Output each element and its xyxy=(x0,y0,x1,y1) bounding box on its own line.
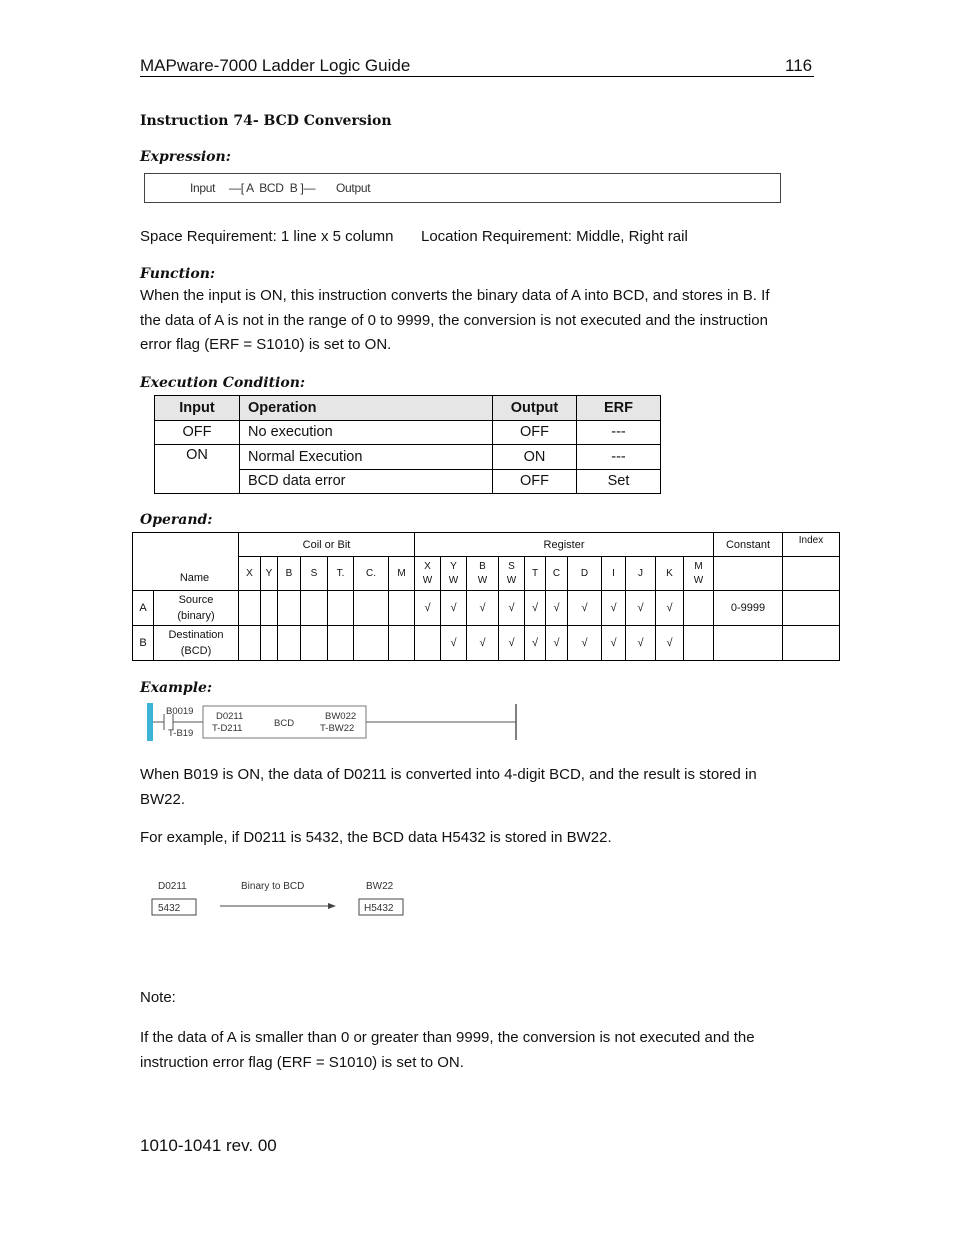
operand-col-top: Y xyxy=(450,560,457,572)
operand-col-bottom: W xyxy=(448,574,459,586)
header-rule xyxy=(140,76,814,77)
destination-tag: T-BW22 xyxy=(320,723,355,734)
function-text xyxy=(140,284,830,358)
operand-group-register: Register xyxy=(415,533,714,557)
location-requirement: Location Requirement: Middle, Right rail xyxy=(421,228,688,245)
operand-col: T xyxy=(525,557,546,591)
operand-row-name xyxy=(154,626,239,661)
operand-col: C xyxy=(546,557,568,591)
operand-col-bottom: W xyxy=(506,574,517,586)
operand-col-empty xyxy=(714,557,783,591)
expression-output: Output xyxy=(336,181,371,195)
ladder-example-diagram xyxy=(147,703,522,741)
exec-header-erf: ERF xyxy=(577,396,661,421)
exec-header-output: Output xyxy=(493,396,577,421)
operand-col: K xyxy=(656,557,684,591)
conversion-source-value: 5432 xyxy=(158,903,181,914)
execution-header-row xyxy=(155,396,661,421)
exec-cell: Set xyxy=(577,469,661,494)
execution-table xyxy=(154,395,661,494)
expression-box xyxy=(144,173,781,203)
operand-check xyxy=(684,626,714,661)
operand-check: √ xyxy=(441,591,467,626)
exec-cell: OFF xyxy=(155,420,240,445)
operand-check: √ xyxy=(546,591,568,626)
page-footer: 1010-1041 rev. 00 xyxy=(140,1136,277,1155)
operand-group-coil: Coil or Bit xyxy=(239,533,415,557)
table-row xyxy=(133,591,840,626)
page-number: 116 xyxy=(785,56,813,75)
example-desc-line-2: BW22. xyxy=(140,790,186,808)
operand-col-top: B xyxy=(479,560,486,572)
operand-col: T. xyxy=(328,557,354,591)
operand-col: I xyxy=(602,557,626,591)
operand-col: B xyxy=(278,557,301,591)
operand-check: √ xyxy=(415,591,441,626)
operand-check: √ xyxy=(626,591,656,626)
table-row xyxy=(155,420,661,445)
left-rail xyxy=(147,703,153,741)
operand-check: √ xyxy=(568,591,602,626)
operand-check: √ xyxy=(602,626,626,661)
source-tag: T-D211 xyxy=(212,723,243,734)
operand-col: C. xyxy=(354,557,389,591)
operand-col-empty xyxy=(783,557,840,591)
conversion-source-label: D0211 xyxy=(158,881,187,892)
operand-name-header xyxy=(133,533,239,591)
exec-cell: --- xyxy=(577,420,661,445)
operand-col: J xyxy=(626,557,656,591)
operand-col-top: X xyxy=(424,560,431,572)
operand-check: √ xyxy=(499,626,525,661)
expression-instruction: —[ A BCD B ]— xyxy=(229,181,316,195)
operand-col xyxy=(441,557,467,591)
source-address: D0211 xyxy=(216,711,244,722)
operand-check xyxy=(684,591,714,626)
operand-col xyxy=(415,557,441,591)
operand-check: √ xyxy=(656,591,684,626)
operand-column-row xyxy=(133,557,840,591)
operand-row-id: A xyxy=(133,591,154,626)
exec-cell: No execution xyxy=(240,420,493,445)
function-line-2: the data of A is not in the range of 0 to 9999, the conversion is not executed and the instruction xyxy=(140,311,768,329)
operand-table xyxy=(132,532,840,661)
operand-col-top: M xyxy=(694,560,703,572)
conversion-diagram xyxy=(150,876,410,924)
operand-col-bottom: W xyxy=(477,574,488,586)
operand-check: √ xyxy=(467,626,499,661)
note-label: Note: xyxy=(140,989,176,1006)
exec-header-operation: Operation xyxy=(240,396,493,421)
operand-col: X xyxy=(239,557,261,591)
operand-group-constant: Constant xyxy=(714,533,783,557)
operand-col-bottom: W xyxy=(693,574,704,586)
operand-label: Operand: xyxy=(140,512,213,528)
note-text xyxy=(140,1026,830,1075)
expression-input: Input xyxy=(190,181,216,195)
operand-check: √ xyxy=(602,591,626,626)
operand-col-bottom: W xyxy=(422,574,433,586)
arrow-head-icon xyxy=(328,903,336,909)
exec-cell: Normal Execution xyxy=(240,445,493,470)
conversion-arrow-label: Binary to BCD xyxy=(241,881,305,892)
note-line-2: instruction error flag (ERF = S1010) is set to ON. xyxy=(140,1053,464,1071)
conversion-destination-label: BW22 xyxy=(366,881,394,892)
table-row xyxy=(133,626,840,661)
operand-row-name-1: Source xyxy=(178,594,214,606)
exec-cell: ON xyxy=(493,445,577,470)
expression-label: Expression: xyxy=(140,149,231,165)
operand-check: √ xyxy=(525,626,546,661)
operand-row-id: B xyxy=(133,626,154,661)
function-label: Function: xyxy=(140,266,216,282)
contact-address: B0019 xyxy=(166,706,194,717)
instruction-title: Instruction 74- BCD Conversion xyxy=(140,113,392,129)
operand-check: √ xyxy=(467,591,499,626)
example-description-2: For example, if D0211 is 5432, the BCD data H5432 is stored in BW22. xyxy=(140,829,612,846)
operand-constant xyxy=(714,626,783,661)
exec-cell: ON xyxy=(155,445,240,494)
operand-row-name-2: (BCD) xyxy=(180,645,212,657)
function-line-3: error flag (ERF = S1010) is set to ON. xyxy=(140,336,392,353)
contact-tag: T-B19 xyxy=(168,728,194,739)
operand-name-label: Name xyxy=(179,572,210,584)
example-label: Example: xyxy=(140,680,213,696)
space-requirement: Space Requirement: 1 line x 5 column xyxy=(140,228,394,245)
operand-check: √ xyxy=(568,626,602,661)
operand-col xyxy=(499,557,525,591)
operand-check: √ xyxy=(656,626,684,661)
operand-col: S xyxy=(301,557,328,591)
operand-col-top: S xyxy=(508,560,515,572)
operand-col: M xyxy=(389,557,415,591)
conversion-destination-value: H5432 xyxy=(364,903,394,914)
example-desc-line-1: When B019 is ON, the data of D0211 is converted into 4-digit BCD, and the result is stored in xyxy=(140,766,757,783)
operand-check: √ xyxy=(441,626,467,661)
exec-header-input: Input xyxy=(155,396,240,421)
operand-row-name xyxy=(154,591,239,626)
operand-check: √ xyxy=(546,626,568,661)
operand-check: √ xyxy=(525,591,546,626)
operand-check: √ xyxy=(626,626,656,661)
exec-cell: --- xyxy=(577,445,661,470)
note-line-1: If the data of A is smaller than 0 or greater than 9999, the conversion is not executed and the xyxy=(140,1029,755,1046)
operand-row-name-2: (binary) xyxy=(177,610,215,622)
operand-col xyxy=(467,557,499,591)
operand-check xyxy=(415,626,441,661)
operand-check: √ xyxy=(499,591,525,626)
exec-cell: OFF xyxy=(493,420,577,445)
exec-cell: BCD data error xyxy=(240,469,493,494)
operand-group-row xyxy=(133,533,840,557)
operand-col: Y xyxy=(261,557,278,591)
operand-group-index: Index xyxy=(783,533,840,557)
destination-address: BW022 xyxy=(325,711,357,722)
page-header-title: MAPware-7000 Ladder Logic Guide xyxy=(140,56,411,75)
operand-col xyxy=(684,557,714,591)
operand-col: D xyxy=(568,557,602,591)
exec-cell: OFF xyxy=(493,469,577,494)
operand-row-name-1: Destination xyxy=(168,629,224,641)
instruction-mnemonic: BCD xyxy=(274,718,295,729)
example-description xyxy=(140,763,830,812)
function-line-1: When the input is ON, this instruction converts the binary data of A into BCD, and stores in B. If xyxy=(140,287,770,304)
table-row xyxy=(155,445,661,470)
operand-constant: 0-9999 xyxy=(714,591,783,626)
execution-label: Execution Condition: xyxy=(140,375,306,391)
